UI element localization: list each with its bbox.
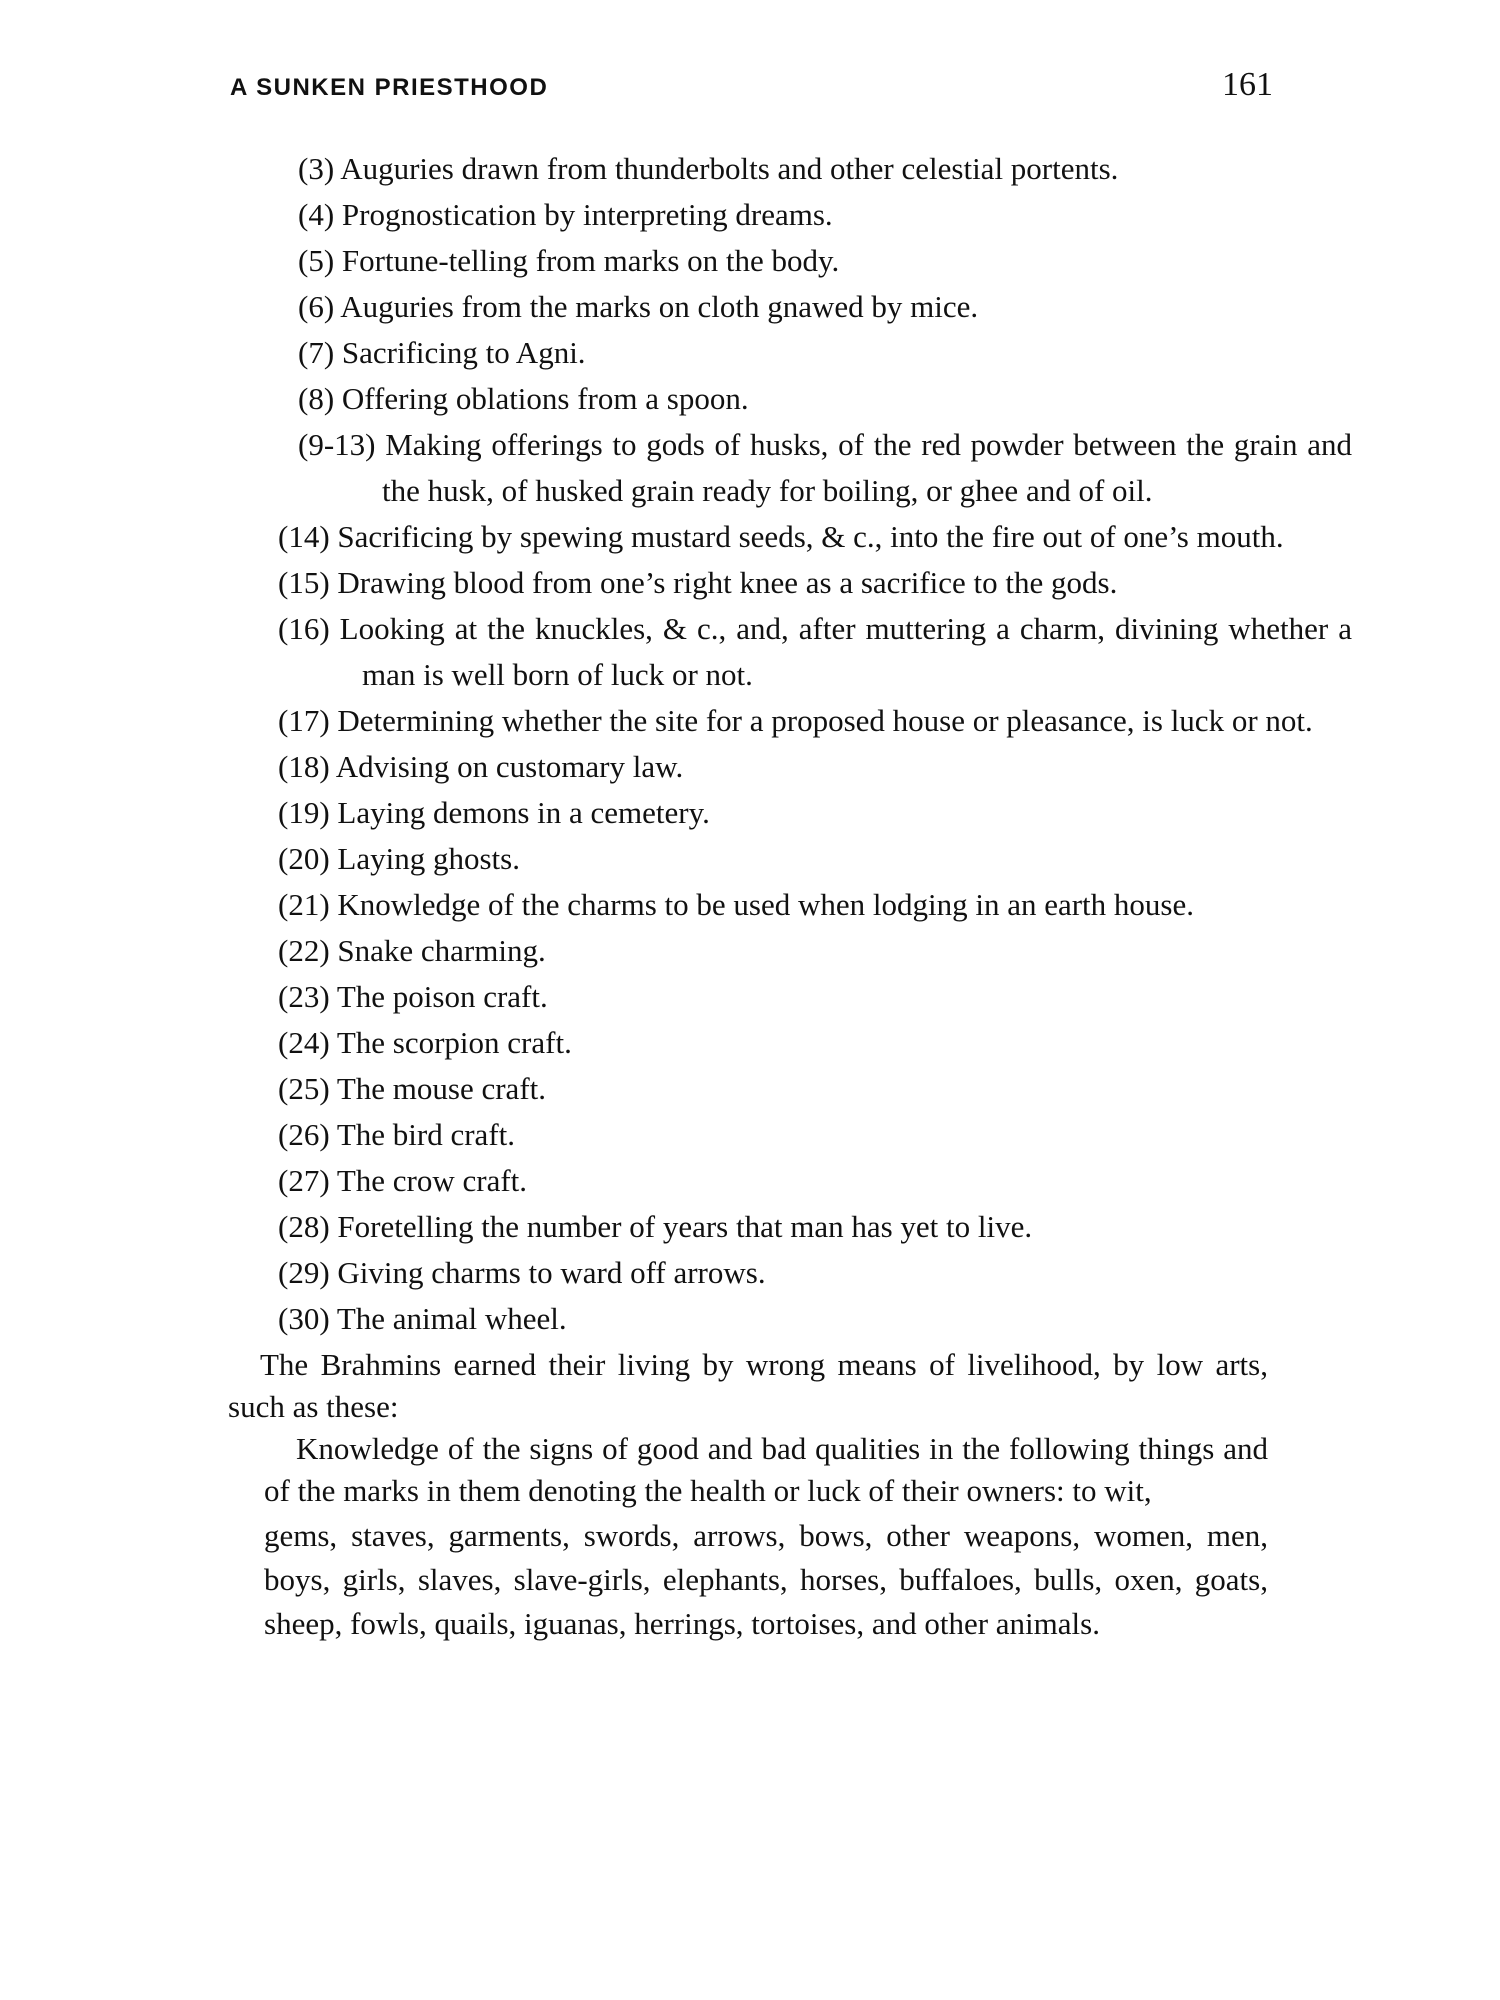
item-number: (3)	[298, 151, 341, 186]
item-text: Determining whether the site for a proposed house or pleasance, is luck or not.	[337, 703, 1313, 738]
list-item	[278, 744, 1352, 790]
item-number: (20)	[278, 841, 338, 876]
page-body	[0, 146, 1500, 1646]
item-number: (14)	[278, 519, 338, 554]
item-number: (21)	[278, 887, 338, 922]
list-item	[278, 1066, 1352, 1112]
item-number: (28)	[278, 1209, 338, 1244]
item-number: (24)	[278, 1025, 337, 1060]
list-item	[278, 974, 1352, 1020]
item-text: Making offerings to gods of husks, of the red powder between the grain and the husk, of husked grain ready for boiling, or ghee and of oil.	[382, 427, 1352, 508]
list-item	[278, 606, 1352, 698]
item-number: (5)	[298, 243, 342, 278]
item-text: Snake charming.	[337, 933, 546, 968]
item-number: (9-13)	[298, 427, 386, 462]
list-item	[278, 698, 1352, 744]
list-item	[298, 330, 1352, 376]
item-number: (15)	[278, 565, 338, 600]
item-text: Foretelling the number of years that man has yet to live.	[337, 1209, 1033, 1244]
list-item	[278, 1204, 1352, 1250]
item-number: (29)	[278, 1255, 338, 1290]
item-text: Fortune-telling from marks on the body.	[341, 243, 840, 278]
list-item	[278, 560, 1352, 606]
item-text: Sacrificing by spewing mustard seeds, & c., into the fire out of one’s mouth.	[337, 519, 1284, 554]
item-number: (17)	[278, 703, 338, 738]
item-text: Looking at the knuckles, & c., and, after muttering a charm, divining whether a man is well born of luck or not.	[339, 611, 1352, 692]
item-number: (30)	[278, 1301, 337, 1336]
item-number: (19)	[278, 795, 338, 830]
list-item	[278, 1296, 1352, 1342]
list-item	[298, 146, 1352, 192]
item-text: The poison craft.	[336, 979, 548, 1014]
item-number: (18)	[278, 749, 336, 784]
paragraph-objects-list: gems, staves, garments, swords, arrows, bows, other weapons, women, men, boys, girls, slaves, slave-girls, elephants, horses, buffaloes, bulls, oxen, goats, sheep, fowls, quails, iguanas, herrings, tortoises, and other animals.	[264, 1518, 1268, 1641]
list-item	[298, 284, 1352, 330]
list-item	[278, 514, 1352, 560]
list-item	[278, 928, 1352, 974]
item-text: Drawing blood from one’s right knee as a sacrifice to the gods.	[337, 565, 1118, 600]
item-text: Offering oblations from a spoon.	[341, 381, 749, 416]
list-item	[278, 1158, 1352, 1204]
item-number: (27)	[278, 1163, 337, 1198]
list-item	[298, 422, 1352, 514]
item-number: (4)	[298, 197, 342, 232]
running-head: A SUNKEN PRIESTHOOD	[230, 74, 549, 101]
list-item	[278, 1250, 1352, 1296]
item-text: Advising on customary law.	[335, 749, 684, 784]
item-number: (7)	[298, 335, 342, 370]
item-text: Sacrificing to Agni.	[341, 335, 586, 370]
list-item	[298, 238, 1352, 284]
item-text: The animal wheel.	[336, 1301, 567, 1336]
paragraph-knowledge	[264, 1428, 1268, 1512]
paragraph-brahmins: The Brahmins earned their living by wrong means of livelihood, by low arts, such as these:	[228, 1347, 1268, 1424]
item-number: (8)	[298, 381, 342, 416]
list-item	[278, 882, 1352, 928]
list-item	[278, 790, 1352, 836]
item-text: The bird craft.	[336, 1117, 516, 1152]
item-text: Prognostication by interpreting dreams.	[341, 197, 833, 232]
item-text: Auguries drawn from thunderbolts and other celestial portents.	[340, 151, 1119, 186]
item-text: The mouse craft.	[336, 1071, 547, 1106]
item-number: (25)	[278, 1071, 337, 1106]
item-text: Laying ghosts.	[337, 841, 520, 876]
item-number: (16)	[278, 611, 340, 646]
page-number: 161	[1222, 66, 1273, 103]
item-text: Laying demons in a cemetery.	[337, 795, 710, 830]
item-number: (26)	[278, 1117, 337, 1152]
item-number: (6)	[298, 289, 341, 324]
item-text: The crow craft.	[336, 1163, 528, 1198]
item-text: The scorpion craft.	[336, 1025, 572, 1060]
paragraph-knowledge-text: Knowledge of the signs of good and bad qualities in the following things and of the marks in them denoting the health or luck of their owners: to wit,	[264, 1431, 1268, 1508]
list-item	[278, 836, 1352, 882]
item-number: (22)	[278, 933, 338, 968]
list-item	[298, 376, 1352, 422]
list-item	[278, 1020, 1352, 1066]
item-text: Giving charms to ward off arrows.	[337, 1255, 766, 1290]
item-text: Knowledge of the charms to be used when lodging in an earth house.	[337, 887, 1194, 922]
list-item	[298, 192, 1352, 238]
item-number: (23)	[278, 979, 337, 1014]
list-item	[278, 1112, 1352, 1158]
item-text: Auguries from the marks on cloth gnawed by mice.	[340, 289, 979, 324]
